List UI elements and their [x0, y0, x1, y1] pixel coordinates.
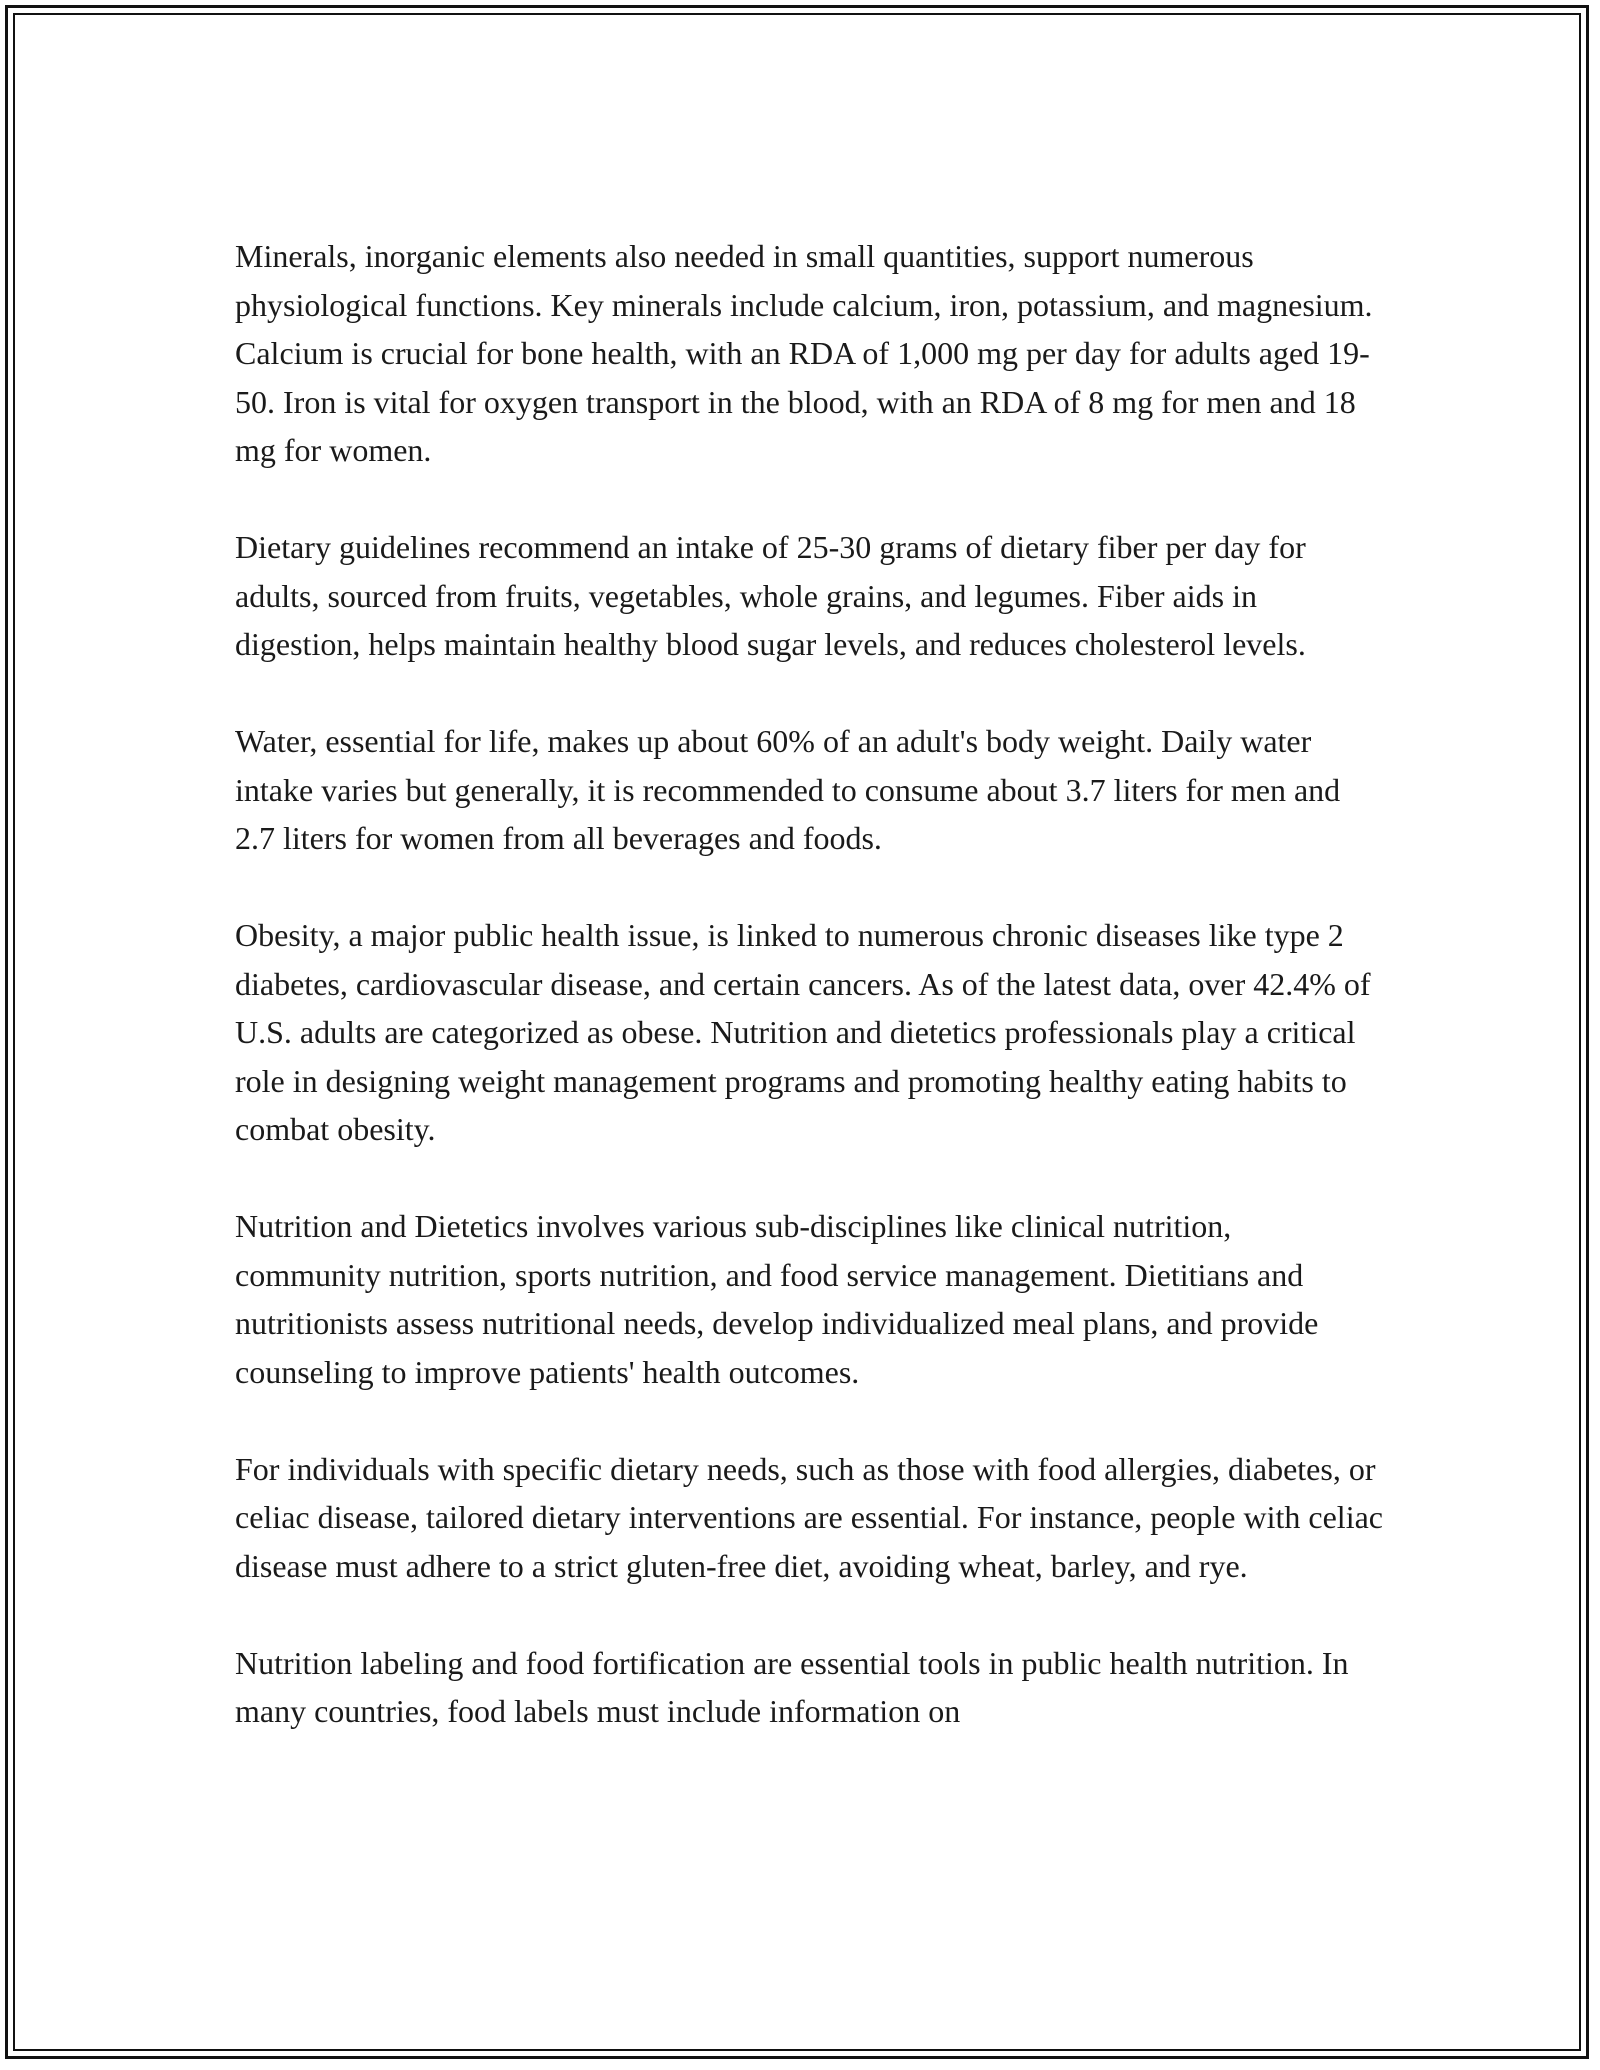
paragraph-water: Water, essential for life, makes up about 60% of an adult's body weight. Daily water intake varies but generally, it is recommended to consume about 3.7 liters for men and 2.7 liters for women from all beverages and foods.	[235, 723, 1341, 856]
paragraph-obesity: Obesity, a major public health issue, is linked to numerous chronic diseases like type 2 diabetes, cardiovascular disease, and certain cancers. As of the latest data, over 42.4% of U.S. adults are categorized as obese. Nutrition and dietetics professionals play a critical role in designing weight management programs and promoting healthy eating habits to combat obesity.	[235, 917, 1371, 1147]
paragraph-dietary-fiber: Dietary guidelines recommend an intake of 25-30 grams of dietary fiber per day for adults, sourced from fruits, vegetables, whole grains, and legumes. Fiber aids in digestion, helps maintain healthy blood sugar levels, and reduces cholesterol levels.	[235, 529, 1306, 662]
paragraph-minerals: Minerals, inorganic elements also needed in small quantities, support numerous physiological functions. Key minerals include calcium, iron, potassium, and magnesium. Calcium is crucial for bone health, with an RDA of 1,000 mg per day for adults aged 19-50. Iron is vital for oxygen transport in the blood, with an RDA of 8 mg for men and 18 mg for women.	[235, 238, 1373, 468]
paragraph-specific-dietary-needs: For individuals with specific dietary needs, such as those with food allergies, diabetes, or celiac disease, tailored dietary interventions are essential. For instance, people with celiac disease must adhere to a strict gluten-free diet, avoiding wheat, barley, and rye.	[235, 1450, 1383, 1584]
paragraph-nutrition-labeling: Nutrition labeling and food fortification are essential tools in public health nutrition. In many countries, food labels must include information on	[235, 1644, 1349, 1729]
document-body	[235, 232, 1385, 1736]
paragraph-sub-disciplines: Nutrition and Dietetics involves various sub-disciplines like clinical nutrition, community nutrition, sports nutrition, and food service management. Dietitians and nutritionists assess nutritional needs, develop individualized meal plans, and provide counseling to improve patients' health outcomes.	[235, 1208, 1319, 1390]
